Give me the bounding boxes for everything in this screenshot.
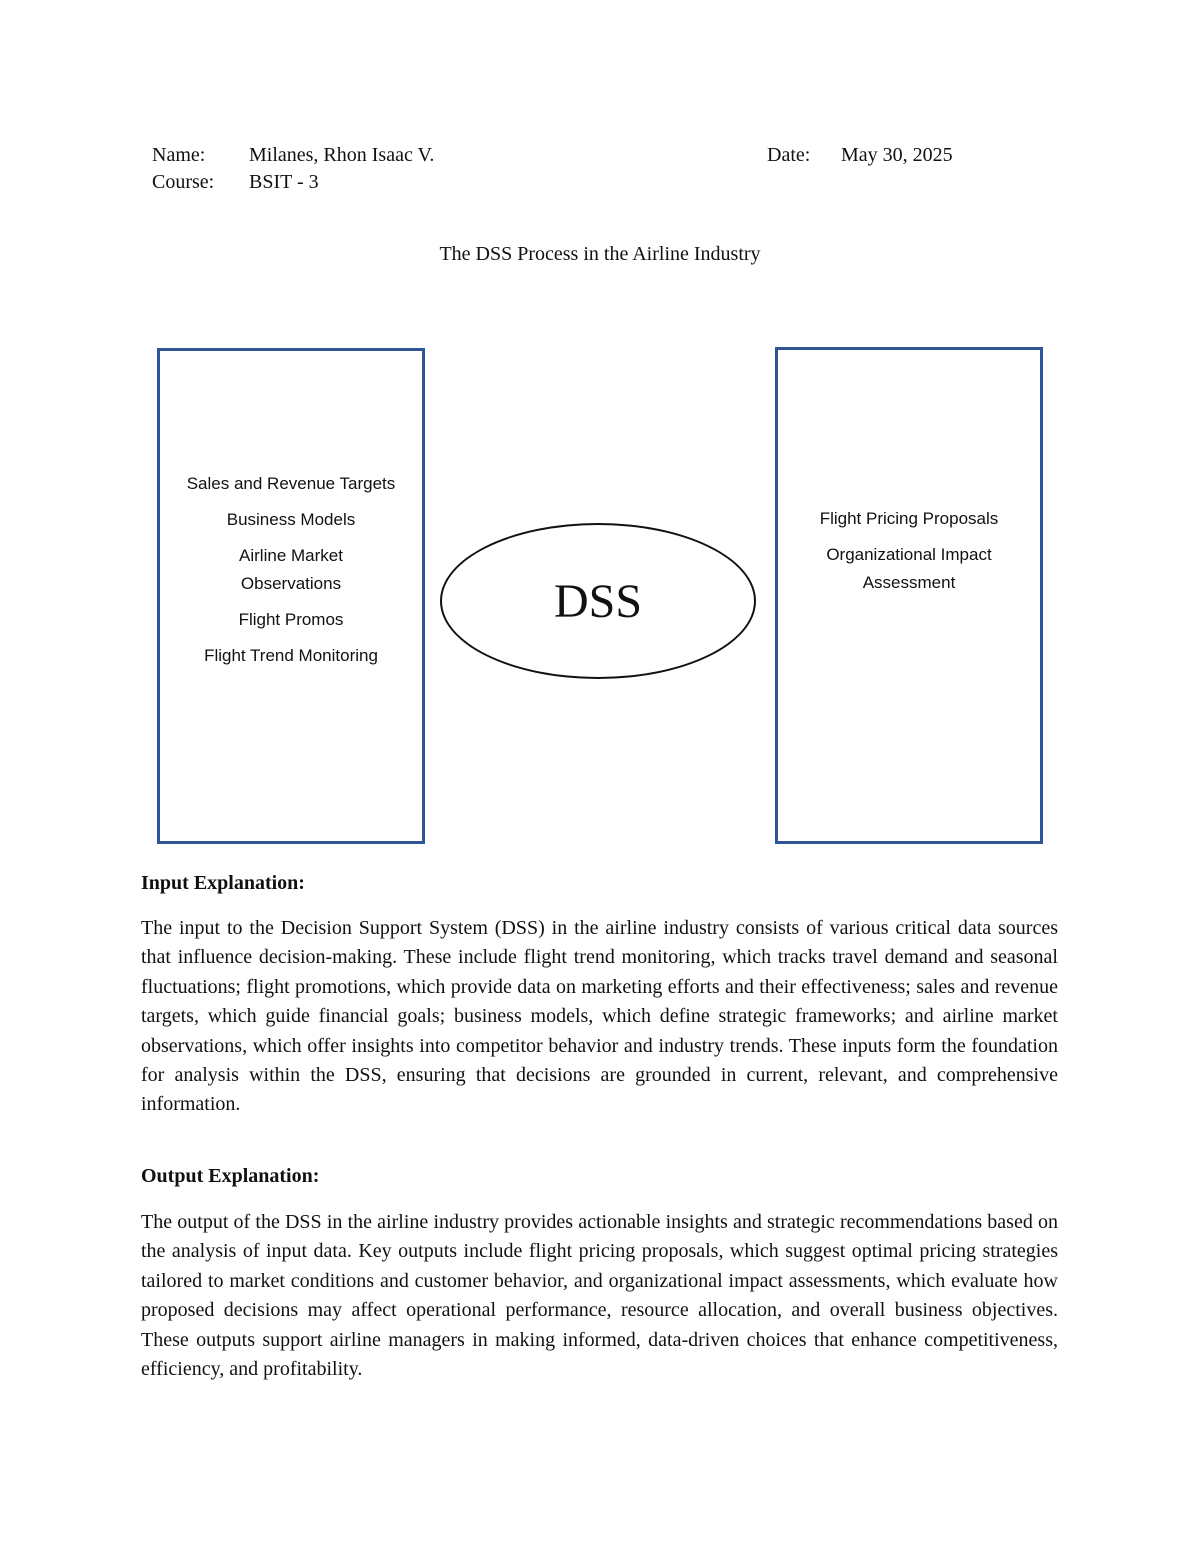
name-value: Milanes, Rhon Isaac V. [249, 144, 435, 166]
input-box [157, 348, 425, 844]
output-item: Organizational Impact Assessment [826, 544, 992, 592]
output-box [775, 347, 1043, 844]
input-heading: Input Explanation: [141, 872, 305, 894]
input-item: Flight Promos [238, 610, 344, 629]
course-value: BSIT - 3 [249, 171, 319, 193]
dss-ellipse [440, 523, 756, 679]
name-label: Name: [152, 144, 206, 166]
output-heading: Output Explanation: [141, 1165, 320, 1187]
input-paragraph: The input to the Decision Support System (DSS) in the airline industry consists of various critical data sources that influence decision-making. These include flight trend monitoring, which tracks travel demand and seasonal fluctuations; flight promotions, which provide data on marketing efforts and their effectiveness; sales and revenue targets, which guide financial goals; business models, which define strategic frameworks; and airline market observations, which offer insights into competitor behavior and industry trends. These inputs form the foundation for analysis within the DSS, ensuring that decisions are grounded in current, relevant, and comprehensive information. [141, 917, 1058, 1116]
document-title: The DSS Process in the Airline Industry [439, 243, 761, 265]
course-label: Course: [152, 171, 215, 193]
date-label: Date: [767, 144, 811, 166]
input-item: Sales and Revenue Targets [186, 474, 396, 493]
date-value: May 30, 2025 [841, 144, 953, 166]
input-item: Business Models [226, 510, 356, 529]
input-item: Flight Trend Monitoring [204, 646, 378, 665]
input-item: Airline Market Observations [239, 546, 343, 593]
output-item: Flight Pricing Proposals [819, 508, 999, 528]
dss-label: DSS [553, 574, 643, 628]
output-paragraph: The output of the DSS in the airline industry provides actionable insights and strategic recommendations based on the analysis of input data. Key outputs include flight pricing proposals, which suggest optimal pricing strategies tailored to market conditions and customer behavior, and organizational impact assessments, which evaluate how proposed decisions may affect operational performance, resource allocation, and overall business objectives. These outputs support airline managers in making informed, data-driven choices that enhance competitiveness, efficiency, and profitability. [141, 1211, 1058, 1381]
